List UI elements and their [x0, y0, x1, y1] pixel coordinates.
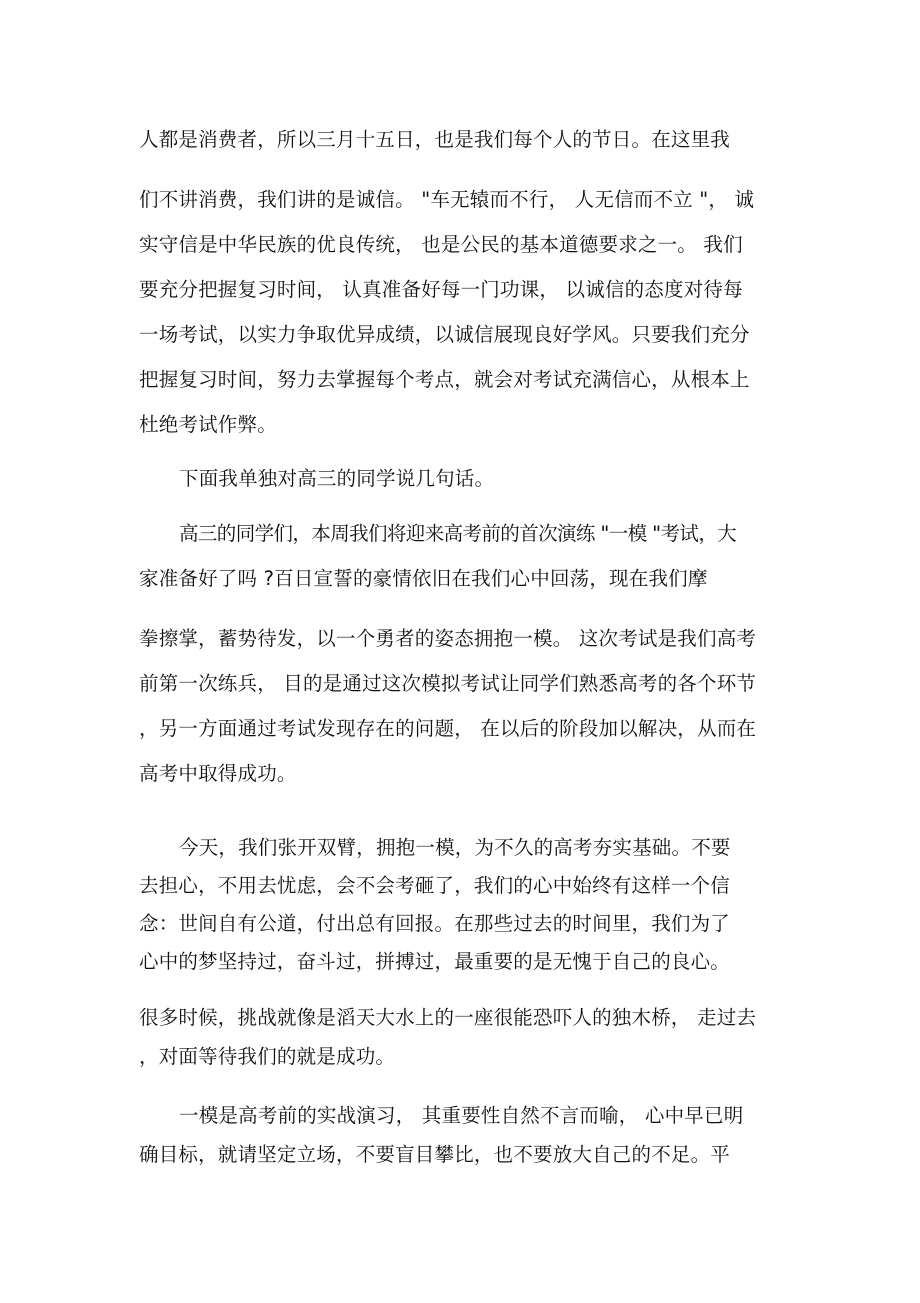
text-line: 家准备好了吗 ?百日宣誓的豪情依旧在我们心中回荡，现在我们摩	[139, 567, 708, 590]
text-line: 确目标，就请坚定立场，不要盲目攀比，也不要放大自己的不足。平	[139, 1143, 731, 1166]
text-line: 拳擦掌，蓄势待发，以一个勇者的姿态拥抱一模。 这次考试是我们高考	[139, 627, 757, 650]
text-line: 杜绝考试作弊。	[139, 413, 277, 436]
text-line: 们不讲消费，我们讲的是诚信。 "车无辕而不行， 人无信而不立 "， 诚	[139, 188, 755, 211]
text-line: 去担心，不用去忧虑，会不会考砸了，我们的心中始终有这样一个信	[139, 874, 731, 897]
text-line: 人都是消费者，所以三月十五日，也是我们每个人的节日。在这里我	[139, 128, 731, 151]
text-line: 念：世间自有公道，付出总有回报。在那些过去的时间里，我们为了	[139, 912, 731, 935]
text-line: 一场考试，以实力争取优异成绩，以诚信展现良好学风。只要我们充分	[139, 323, 750, 346]
text-line: 前第一次练兵， 目的是通过这次模拟考试让同学们熟悉高考的各个环节	[139, 672, 757, 695]
text-line: 高三的同学们，本周我们将迎来高考前的首次演练 "一模 "考试，大	[179, 522, 737, 545]
text-line: 把握复习时间，努力去掌握每个考点，就会对考试充满信心，从根本上	[139, 368, 750, 391]
text-line: 实守信是中华民族的优良传统， 也是公民的基本道德要求之一。 我们	[139, 233, 743, 256]
text-line: ，另一方面通过考试发现存在的问题， 在以后的阶段加以解决，从而在	[139, 717, 757, 740]
text-line: 一模是高考前的实战演习， 其重要性自然不言而喻， 心中早已明	[179, 1104, 744, 1127]
text-line: 心中的梦坚持过，奋斗过，拼搏过，最重要的是无愧于自己的良心。	[139, 950, 731, 973]
text-line: 高考中取得成功。	[139, 762, 297, 785]
text-line: 下面我单独对高三的同学说几句话。	[179, 467, 495, 490]
text-line: ，对面等待我们的就是成功。	[139, 1045, 396, 1068]
text-line: 今天，我们张开双臂，拥抱一模，为不久的高考夯实基础。不要	[179, 836, 731, 859]
text-line: 要充分把握复习时间， 认真准备好每一门功课， 以诚信的态度对待每	[139, 278, 743, 301]
text-line: 很多时候，挑战就像是滔天大水上的一座很能恐吓人的独木桥， 走过去	[139, 1006, 757, 1029]
